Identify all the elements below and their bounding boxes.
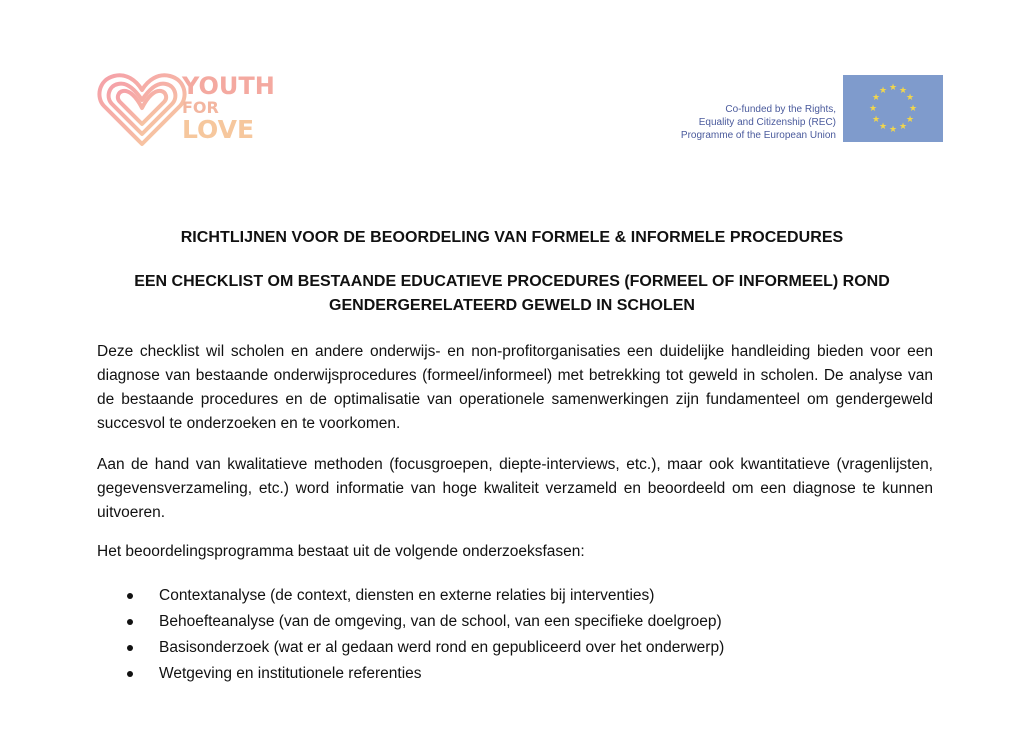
svg-text:★: ★ — [888, 83, 898, 93]
eu-funding-line-2: Equality and Citizenship (REC) — [698, 117, 836, 128]
subtitle-line-1: EEN CHECKLIST OM BESTAANDE EDUCATIEVE PROCEDURES (FORMEEL OF INFORMEEL) ROND — [134, 273, 890, 290]
document-subtitle — [90, 270, 934, 318]
logo-line-youth: YOUTH — [182, 72, 275, 100]
methods-paragraph: Aan de hand van kwalitatieve methoden (focusgroepen, diepte-interviews, etc.), maar ook kwantitatieve (vragenlijsten, gegevensverzameling, etc.) word informatie van hoge kwaliteit verzameld en beoordeeld om een diagnose te kunnen uitvoeren. — [97, 456, 933, 521]
bullet-icon — [127, 671, 133, 677]
list-item-text: Behoefteanalyse (van de omgeving, van de school, van een specifieke doelgroep) — [159, 613, 722, 630]
phases-intro-paragraph: Het beoordelingsprogramma bestaat uit de volgende onderzoeksfasen: — [97, 543, 585, 560]
bullet-icon — [127, 593, 133, 599]
logo-line-love: LOVE — [182, 115, 255, 144]
eu-flag-icon — [843, 75, 943, 142]
svg-text:★: ★ — [908, 104, 918, 114]
bullet-icon — [127, 619, 133, 625]
logo-line-for: FOR — [182, 98, 219, 117]
youth-for-love-logo — [96, 70, 286, 150]
svg-text:★: ★ — [871, 115, 881, 125]
list-item — [97, 661, 933, 687]
list-item — [97, 583, 933, 609]
document-title: RICHTLIJNEN VOOR DE BEOORDELING VAN FORMELE & INFORMELE PROCEDURES — [180, 229, 844, 246]
list-item — [97, 609, 933, 635]
svg-text:★: ★ — [898, 86, 908, 96]
svg-text:★: ★ — [898, 122, 908, 132]
svg-text:★: ★ — [878, 86, 888, 96]
logo-wordmark — [182, 74, 275, 142]
intro-paragraph: Deze checklist wil scholen en andere onderwijs- en non-profitorganisaties een duidelijke handleiding bieden voor een diagnose van bestaande onderwijsprocedures (formeel/informeel) met betrekking tot geweld in scholen. De analyse van de bestaande procedures en de optimalisatie van operationele samenwerkingen zijn fundamenteel om gendergeweld succesvol te onderzoeken en te voorkomen. — [97, 343, 933, 432]
svg-text:★: ★ — [878, 122, 888, 132]
svg-text:★: ★ — [871, 93, 881, 103]
svg-text:★: ★ — [868, 104, 878, 114]
svg-text:★: ★ — [905, 93, 915, 103]
research-phases-list — [97, 583, 933, 687]
svg-text:★: ★ — [888, 125, 898, 135]
list-item-text: Basisonderzoek (wat er al gedaan werd rond en gepubliceerd over het onderwerp) — [159, 639, 725, 656]
svg-text:★: ★ — [905, 115, 915, 125]
eu-funding-line-1: Co-funded by the Rights, — [725, 104, 836, 115]
eu-funding-text — [616, 103, 836, 142]
list-item — [97, 635, 933, 661]
eu-funding-line-3: Programme of the European Union — [680, 130, 836, 141]
list-item-text: Contextanalyse (de context, diensten en externe relaties bij interventies) — [159, 587, 655, 604]
heart-stripes-icon — [96, 70, 188, 150]
list-item-text: Wetgeving en institutionele referenties — [159, 665, 422, 682]
subtitle-line-2: GENDERGERELATEERD GEWELD IN SCHOLEN — [329, 297, 695, 314]
eu-stars — [843, 75, 943, 142]
bullet-icon — [127, 645, 133, 651]
